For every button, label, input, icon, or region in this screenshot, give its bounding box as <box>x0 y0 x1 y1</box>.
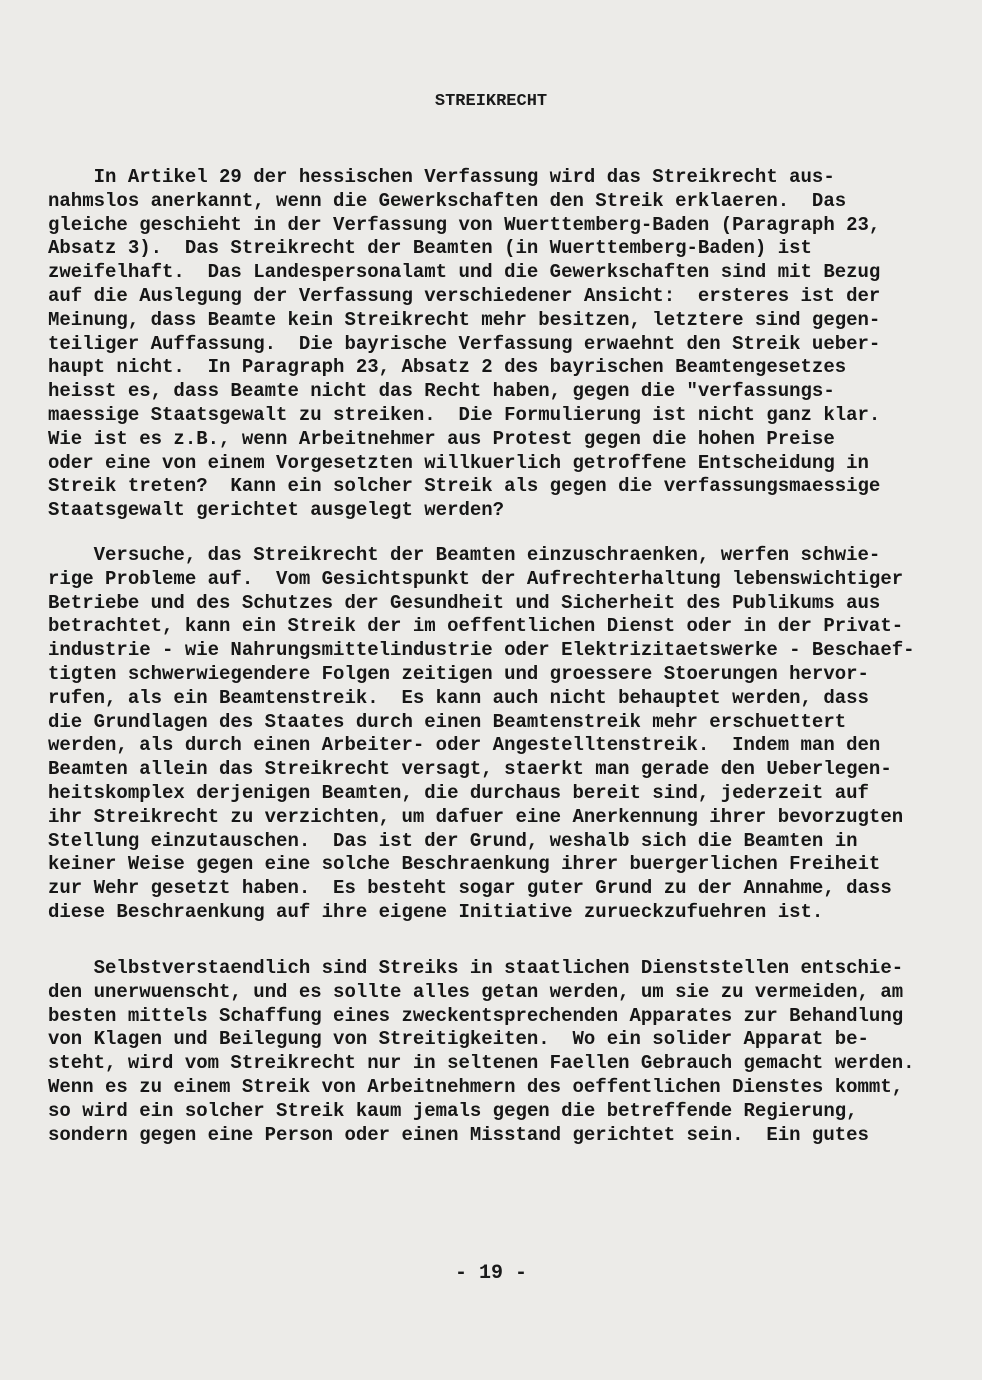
text-line: Meinung, dass Beamte kein Streikrecht mehr besitzen, letztere sind gegen- <box>48 308 881 331</box>
text-line: rufen, als ein Beamtenstreik. Es kann auch nicht behauptet werden, dass <box>48 686 869 709</box>
text-line: teiliger Auffassung. Die bayrische Verfassung erwaehnt den Streik ueber- <box>48 332 881 355</box>
text-line: sondern gegen eine Person oder einen Misstand gerichtet sein. Ein gutes <box>48 1123 869 1146</box>
text-line: heisst es, dass Beamte nicht das Recht haben, gegen die "verfassungs- <box>48 380 835 403</box>
text-line: den unerwuenscht, und es sollte alles getan werden, um sie zu vermeiden, am <box>48 980 904 1003</box>
text-line: so wird ein solcher Streik kaum jemals gegen die betreffende Regierung, <box>48 1099 858 1122</box>
text-line: rige Probleme auf. Vom Gesichtspunkt der Aufrechterhaltung lebenswichtiger <box>48 567 904 590</box>
text-line: Wie ist es z.B., wenn Arbeitnehmer aus Protest gegen die hohen Preise <box>48 427 835 450</box>
text-line: von Klagen und Beilegung von Streitigkeiten. Wo ein solider Apparat be- <box>48 1028 869 1051</box>
text-line: gleiche geschieht in der Verfassung von Wuerttemberg-Baden (Paragraph 23, <box>48 213 881 236</box>
paragraph-1 <box>48 166 958 523</box>
text-line: Stellung einzutauschen. Das ist der Grund, weshalb sich die Beamten in <box>48 829 858 852</box>
text-line: In Artikel 29 der hessischen Verfassung wird das Streikrecht aus- <box>48 166 835 188</box>
text-line: Selbstverstaendlich sind Streiks in staatlichen Dienststellen entschie- <box>48 957 904 979</box>
text-line: diese Beschraenkung auf ihre eigene Initiative zurueckzufuehren ist. <box>48 900 824 923</box>
text-line: Absatz 3). Das Streikrecht der Beamten (in Wuerttemberg-Baden) ist <box>48 237 812 260</box>
text-line: maessige Staatsgewalt zu streiken. Die Formulierung ist nicht ganz klar. <box>48 403 881 426</box>
text-line: ihr Streikrecht zu verzichten, um dafuer eine Anerkennung ihrer bevorzugten <box>48 805 904 828</box>
text-line: werden, als durch einen Arbeiter- oder Angestelltenstreik. Indem man den <box>48 734 881 757</box>
page-number: - 19 - <box>454 1262 527 1285</box>
text-line: Staatsgewalt gerichtet ausgelegt werden? <box>48 499 505 522</box>
text-line: heitskomplex derjenigen Beamten, die durchaus bereit sind, jederzeit auf <box>48 781 869 804</box>
text-line: besten mittels Schaffung eines zweckentsprechenden Apparates zur Behandlung <box>48 1004 904 1027</box>
text-line: Betriebe und des Schutzes der Gesundheit und Sicherheit des Publikums aus <box>48 591 881 614</box>
page-title: STREIKRECHT <box>434 92 548 111</box>
text-line: zur Wehr gesetzt haben. Es besteht sogar guter Grund zu der Annahme, dass <box>48 877 892 900</box>
text-line: auf die Auslegung der Verfassung verschiedener Ansicht: ersteres ist der <box>48 284 881 307</box>
text-line: steht, wird vom Streikrecht nur in seltenen Faellen Gebrauch gemacht werden. <box>48 1052 915 1075</box>
text-line: betrachtet, kann ein Streik der im oeffentlichen Dienst oder in der Privat- <box>48 615 904 638</box>
text-line: Beamten allein das Streikrecht versagt, staerkt man gerade den Ueberlegen- <box>48 758 892 781</box>
text-line: Versuche, das Streikrecht der Beamten einzuschraenken, werfen schwie- <box>48 544 881 566</box>
text-line: die Grundlagen des Staates durch einen Beamtenstreik mehr erschuettert <box>48 710 847 733</box>
text-line: nahmslos anerkannt, wenn die Gewerkschaften den Streik erklaeren. Das <box>48 189 847 212</box>
paragraph-2 <box>48 544 958 925</box>
text-line: zweifelhaft. Das Landespersonalamt und die Gewerkschaften sind mit Bezug <box>48 261 881 284</box>
text-line: haupt nicht. In Paragraph 23, Absatz 2 des bayrischen Beamtengesetzes <box>48 356 847 379</box>
text-line: keiner Weise gegen eine solche Beschraenkung ihrer buergerlichen Freiheit <box>48 853 881 876</box>
paragraph-3 <box>48 957 958 1147</box>
text-line: industrie - wie Nahrungsmittelindustrie oder Elektrizitaetswerke - Beschaef- <box>48 639 915 662</box>
text-line: Streik treten? Kann ein solcher Streik als gegen die verfassungsmaessige <box>48 475 881 498</box>
text-line: oder eine von einem Vorgesetzten willkuerlich getroffene Entscheidung in <box>48 451 869 474</box>
text-line: tigten schwerwiegendere Folgen zeitigen und groessere Stoerungen hervor- <box>48 662 869 685</box>
text-line: Wenn es zu einem Streik von Arbeitnehmern des oeffentlichen Dienstes kommt, <box>48 1075 904 1098</box>
